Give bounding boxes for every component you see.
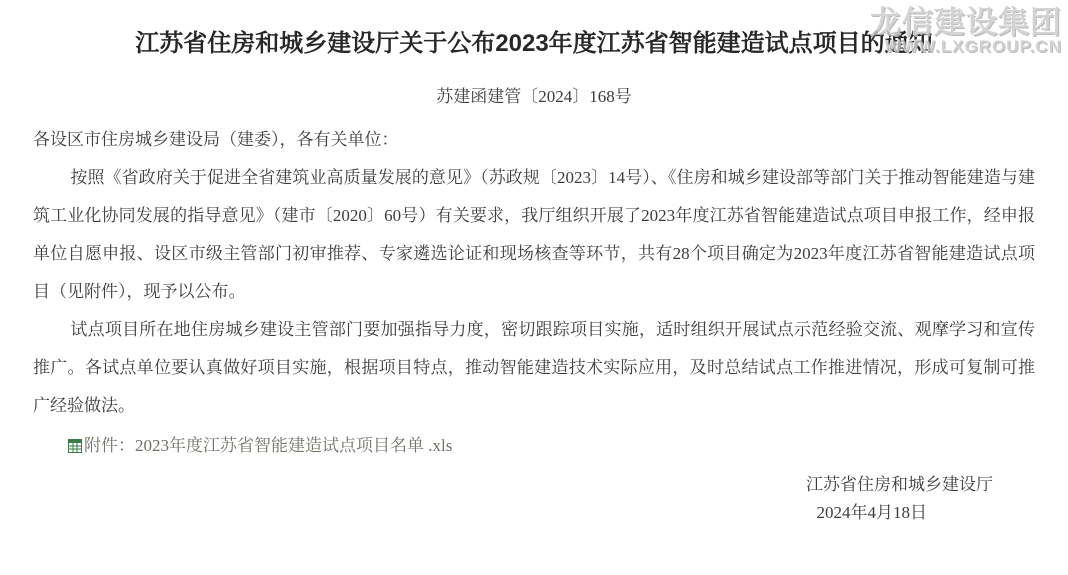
document-body bbox=[0, 121, 1068, 425]
excel-file-icon bbox=[68, 436, 82, 460]
watermark-company-name: 龙信建设集团 bbox=[870, 5, 1062, 40]
salutation-line: 各设区市住房城乡建设局（建委），各有关单位： bbox=[33, 130, 399, 149]
body-paragraph: 试点项目所在地住房城乡建设主管部门要加强指导力度，密切跟踪项目实施，适时组织开展试点示范经验交流、观摩学习和宣传推广。各试点单位要认真做好项目实施，根据项目特点，推动智能建造技术实际应用，及时总结试点工作推进情况，形成可复制可推广经验做法。 bbox=[33, 320, 1035, 415]
attachment-label: 附件： bbox=[84, 436, 135, 455]
body-paragraph: 按照《省政府关于促进全省建筑业高质量发展的意见》（苏政规〔2023〕14号）、《住房和城乡建设部等部门关于推动智能建造与建筑工业化协同发展的指导意见》（建市〔2020〕60号）有关要求，我厅组织开展了2023年度江苏省智能建造试点项目申报工作，经申报单位自愿申报、设区市级主管部门初审推荐、专家遴选论证和现场核查等环节，共有28个项目确定为2023年度江苏省智能建造试点项目（见附件），现予以公布。 bbox=[33, 168, 1035, 301]
signature-date: 2024年4月18日 bbox=[816, 503, 927, 522]
attachment-file-name: 2023年度江苏省智能建造试点项目名单 .xls bbox=[135, 436, 453, 455]
attachment-link[interactable] bbox=[68, 436, 452, 455]
watermark-website-url: WWW.LXGROUP.CN bbox=[884, 37, 1062, 56]
page-title: 江苏省住房和城乡建设厅关于公布2023年度江苏省智能建造试点项目的通知 bbox=[135, 30, 933, 57]
signature-organization: 江苏省住房和城乡建设厅 bbox=[806, 475, 993, 494]
document-number: 苏建函建管〔2024〕168号 bbox=[436, 87, 632, 106]
attachment-row bbox=[0, 434, 1068, 460]
